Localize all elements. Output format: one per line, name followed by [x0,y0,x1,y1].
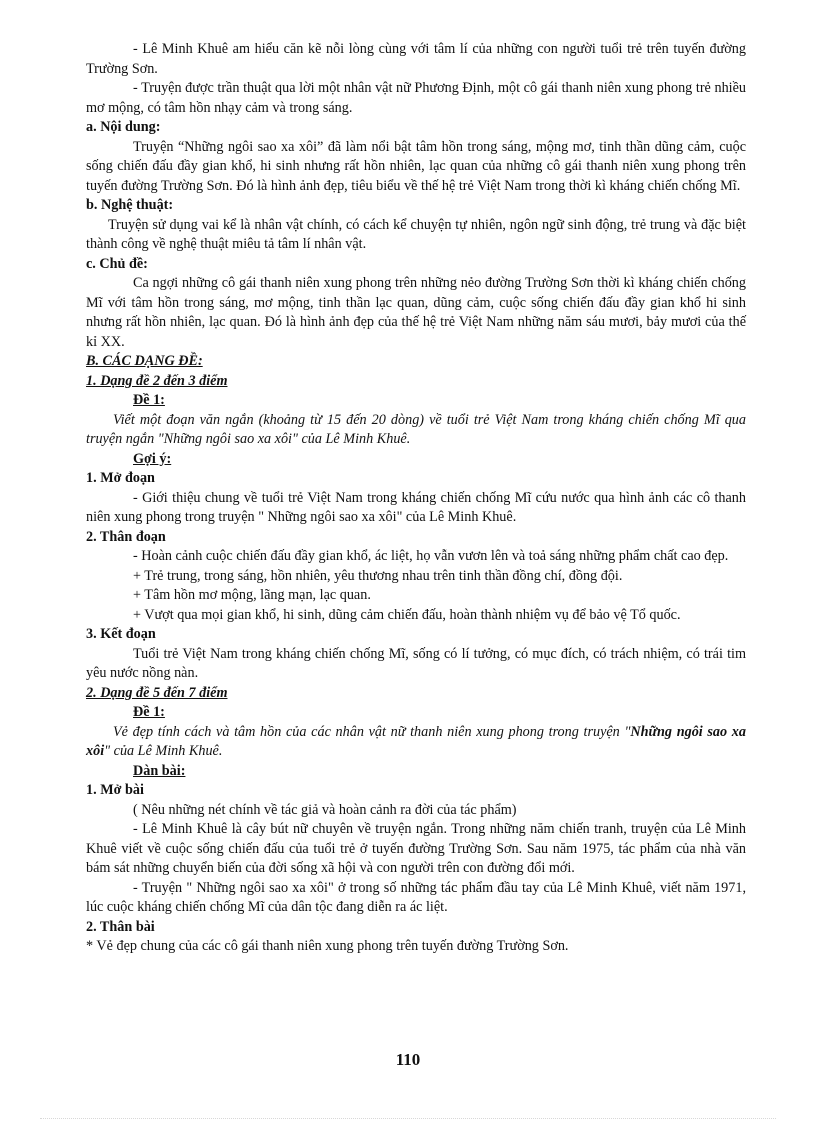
exercise-prompt [86,723,746,762]
paragraph: - Truyện " Những ngôi sao xa xôi" ở trong số những tác phẩm đầu tay của Lê Minh Khuê, viết năm 1971, lúc cuộc kháng chiến chống Mĩ của dân tộc đang diễn ra ác liệt. [86,879,746,915]
outline-heading: 2. Thân bài [86,918,155,935]
outline-label: Dàn bài: [133,762,186,779]
exercise-label: Đề 1: [133,704,165,720]
section-heading-chu-de: c. Chủ đề: [86,255,148,272]
exercise-prompt-part: Vẻ đẹp tính cách và tâm hồn của các nhân vật nữ thanh niên xung phong trong truyện " [113,723,631,740]
exercise-prompt-part: " của Lê Minh Khuê. [104,743,223,759]
section-heading-nghe-thuat: b. Nghệ thuật: [86,197,174,213]
outline-heading: 2. Thân đoạn [86,528,166,545]
paragraph: * Vẻ đẹp chung của các cô gái thanh niên xung phong trên tuyến đường Trường Sơn. [86,938,569,954]
bullet-item: + Tâm hồn mơ mộng, lãng mạn, lạc quan. [133,587,371,603]
bullet-item: + Vượt qua mọi gian khổ, hi sinh, dũng cảm chiến đấu, hoàn thành nhiệm vụ để bảo vệ Tổ quốc. [133,606,681,623]
paragraph: Tuổi trẻ Việt Nam trong kháng chiến chống Mĩ, sống có lí tưởng, có mục đích, có trách nhiệm, có trái tim yêu nước nồng nàn. [86,645,746,681]
outline-heading: 1. Mở đoạn [86,470,155,486]
subpart-heading-dang-de-2: 2. Dạng đề 5 đến 7 điểm [86,684,228,701]
paragraph: - Hoàn cảnh cuộc chiến đấu đầy gian khổ, ác liệt, họ vẫn vươn lên và toả sáng những phẩm chất cao đẹp. [133,548,729,564]
exercise-prompt-title: Những ngôi sao xa xôi [86,723,746,759]
paragraph: Ca ngợi những cô gái thanh niên xung phong trên những nẻo đường Trường Sơn thời kì kháng chiến chống Mĩ với tâm hồn trong sáng, mơ mộng, tinh thần lạc quan, dũng cảm, cuộc sống chiến đấu đầy gian khổ hi sinh nhưng rất hồn nhiên, lạc quan. Đó là hình ảnh đẹp của thế hệ trẻ Việt Nam những năm sáu mươi, bảy mươi của thế kỉ XX. [86,275,746,350]
subpart-heading-dang-de-1: 1. Dạng đề 2 đến 3 điểm [86,372,228,389]
exercise-label: Đề 1: [133,392,165,408]
hint-label: Gợi ý: [133,450,172,467]
section-heading-noi-dung: a. Nội dung: [86,119,161,135]
document-page [86,40,746,957]
paragraph: - Lê Minh Khuê am hiểu căn kẽ nỗi lòng cùng với tâm lí của những con người tuổi trẻ trên tuyến đường Trường Sơn. [86,41,746,77]
outline-heading: 1. Mở bài [86,782,144,798]
bullet-item: + Trẻ trung, trong sáng, hồn nhiên, yêu thương nhau trên tinh thần đồng chí, đồng đội. [133,567,623,584]
paragraph: Truyện sử dụng vai kể là nhân vật chính, có cách kể chuyện tự nhiên, ngôn ngữ sinh động, trẻ trung và đặc biệt thành công về nghệ thuật miêu tả tâm lí nhân vật. [86,216,746,252]
page-number: 110 [395,1050,421,1069]
outline-heading: 3. Kết đoạn [86,626,156,642]
exercise-prompt: Viết một đoạn văn ngắn (khoảng từ 15 đến 20 dòng) về tuổi trẻ Việt Nam trong kháng chiến chống Mĩ qua truyện ngắn "Những ngôi sao xa xôi" của Lê Minh Khuê. [86,411,746,447]
paragraph: - Lê Minh Khuê là cây bút nữ chuyên về truyện ngắn. Trong những năm chiến tranh, truyện của Lê Minh Khuê viết về cuộc sống chiến đấu của tuổi trẻ ở tuyến đường Trường Sơn. Sau năm 1975, tác phẩm của nhà văn bám sát những chuyển biến của đời sống xã hội và con người trên con đường đổi mới. [86,821,746,876]
part-heading-cac-dang-de: B. CÁC DẠNG ĐỀ: [86,353,203,369]
footer-divider [40,1118,776,1119]
paragraph: - Giới thiệu chung về tuổi trẻ Việt Nam trong kháng chiến chống Mĩ cứu nước qua hình ảnh các cô thanh niên xung phong trong truyện " Những ngôi sao xa xôi" của Lê Minh Khuê. [86,489,746,525]
paragraph: - Truyện được trần thuật qua lời một nhân vật nữ Phương Định, một cô gái thanh niên xung phong trẻ nhiều mơ mộng, có tâm hồn nhạy cảm và trong sáng. [86,80,746,116]
paragraph: Truyện “Những ngôi sao xa xôi” đã làm nổi bật tâm hồn trong sáng, mộng mơ, tinh thần dũng cảm, cuộc sống chiến đấu đầy gian khổ, hi sinh nhưng rất hồn nhiên, lạc quan của những cô gái thanh niên xung phong trên tuyến đường Trường Sơn. Đó là hình ảnh đẹp, tiêu biểu về thế hệ trẻ Việt Nam trong thời kì kháng chiến chống Mĩ. [86,138,746,194]
paragraph: ( Nêu những nét chính về tác giả và hoàn cảnh ra đời của tác phẩm) [133,801,517,818]
